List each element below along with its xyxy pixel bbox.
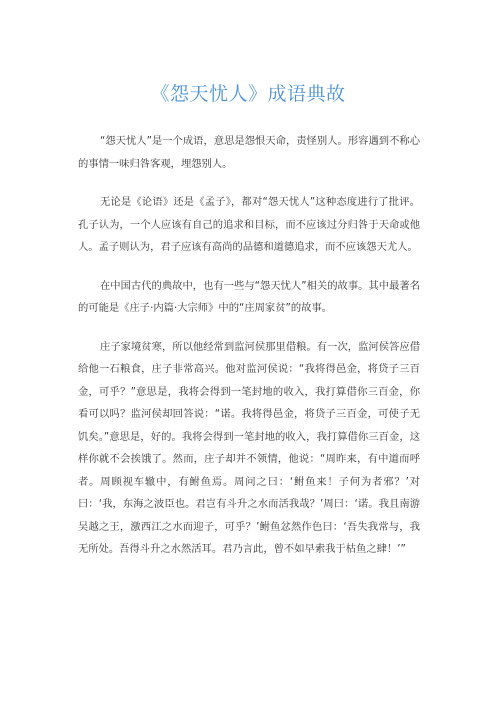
paragraph-1: “怨天忧人”是一个成语，意思是怨恨天命，责怪别人。形容遇到不称心的事情一味归咎客观，埋怨别人。: [78, 135, 420, 170]
document-title: 《怨天忧人》成语典故: [150, 83, 346, 105]
document-body: [78, 130, 420, 577]
paragraph-2: 无论是《论语》还是《孟子》，都对“怨天忧人”这种态度进行了批评。孔子认为，一个人应该有自己的追求和目标，而不应该过分归咎于天命或他人。孟子则认为，君子应该有高尚的品德和道德追求，而不应该怨天尤人。: [78, 196, 420, 253]
paragraph-3: 在中国古代的典故中，也有一些与“怨天忧人”相关的故事。其中最著名的可能是《庄子·内篇·大宗师》中的“庄周家贫”的故事。: [78, 279, 420, 314]
paragraph-4: 庄子家境贫寒，所以他经常到监河侯那里借粮。有一次，监河侯答应借给他一石粮食，庄子非常高兴。他对监河侯说：“我将得邑金，将贷子三百金，可乎？”意思是，我将会得到一笔封地的收入，我打算借你三百金，你看可以吗？监河侯却回答说：“诺。我将得邑金，将贷子三百金，可使子无饥矣。”意思是，好的。我将会得到一笔封地的收入，我打算借你三百金，这样你就不会挨饿了。然而，庄子却并不领情，他说：“周昨来，有中道而呼者。周顾视车辙中，有鲋鱼焉。周问之曰：‘鲋鱼来！子何为者邪？’对曰：‘我，东海之波臣也。君岂有斗升之水而活我哉？’周曰：‘诺。我且南游吴越之王，激西江之水而迎子，可乎？’鲋鱼忿然作色曰：‘吾失我常与，我无所处。吾得斗升之水然活耳。君乃言此，曾不如早索我于枯鱼之肆！’”: [78, 340, 420, 555]
